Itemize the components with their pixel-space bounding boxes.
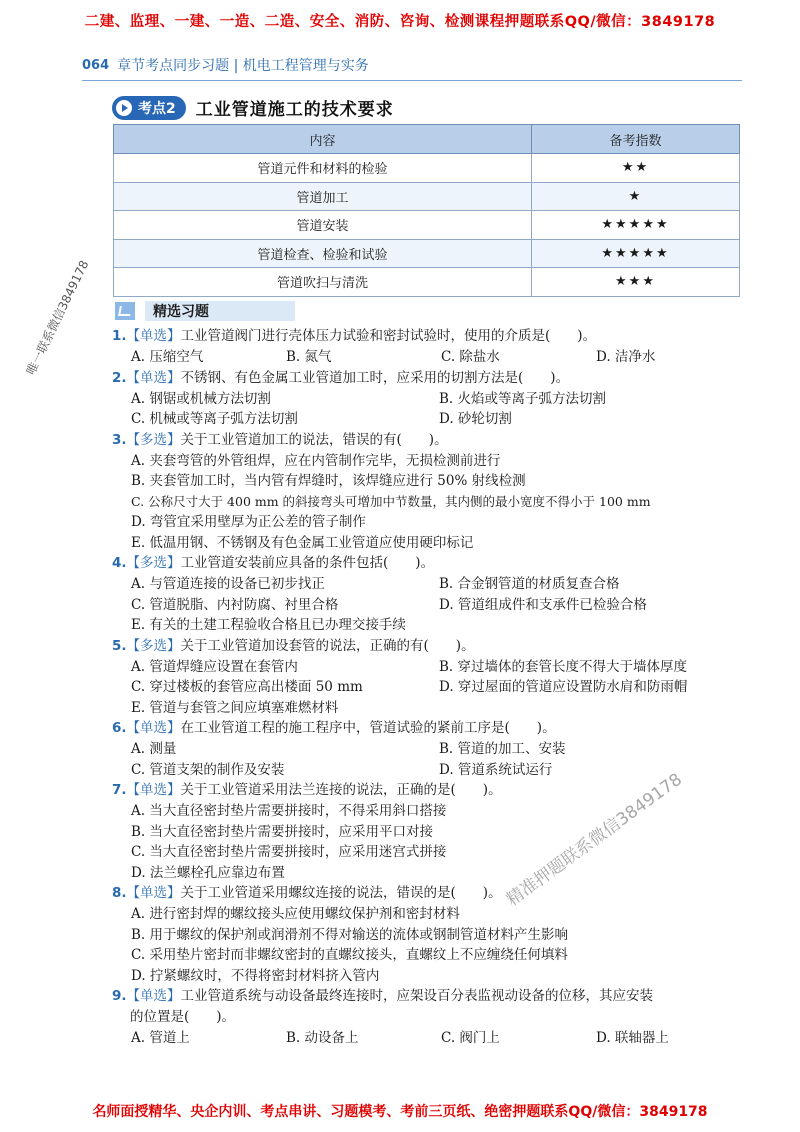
running-title: 章节考点同步习题 | 机电工程管理与实务 — [117, 58, 369, 74]
option: C. 穿过楼板的套管应高出楼面 50 mm — [131, 679, 363, 695]
option: E. 有关的土建工程验收合格且已办理交接手续 — [131, 617, 406, 633]
topic-title: 工业管道施工的技术要求 — [195, 100, 394, 120]
options — [112, 389, 752, 430]
question-9 — [112, 986, 752, 1028]
section-heading — [115, 301, 295, 321]
question-stem: 不锈钢、有色金属工业管道加工时，应采用的切割方法是( )。 — [180, 369, 570, 386]
option: B. 管道的加工、安装 — [439, 741, 566, 757]
row-stars: ★★★★★ — [532, 211, 740, 240]
option: D. 联轴器上 — [596, 1030, 669, 1046]
row-content: 管道加工 — [114, 182, 532, 211]
table-row — [114, 239, 740, 268]
running-head — [82, 55, 369, 75]
question-3 — [112, 430, 752, 451]
option: A. 测量 — [131, 741, 177, 757]
row-stars: ★★★★★ — [532, 239, 740, 268]
option: B. 当大直径密封垫片需要拼接时，应采用平口对接 — [131, 823, 434, 840]
question-number: 2. — [112, 369, 127, 386]
question-type: 【单选】 — [126, 988, 181, 1004]
row-content: 管道吹扫与清洗 — [114, 268, 532, 297]
row-content: 管道检查、检验和试验 — [114, 239, 532, 268]
option: D. 管道系统试运行 — [439, 761, 553, 778]
option: A. 与管道连接的设备已初步找正 — [131, 576, 325, 592]
option: A. 压缩空气 — [131, 349, 204, 365]
options — [112, 347, 752, 368]
options — [112, 574, 752, 636]
option: C. 管道脱脂、内衬防腐、衬里合格 — [131, 596, 339, 613]
row-stars: ★★★ — [532, 268, 740, 297]
question-stem: 关于工业管道加工的说法，错误的有( )。 — [180, 431, 448, 448]
row-stars: ★ — [532, 182, 740, 211]
topic-badge-label: 考点2 — [138, 100, 176, 117]
question-5 — [112, 636, 752, 657]
option: A. 夹套弯管的外管组焊，应在内管制作完毕，无损检测前进行 — [131, 452, 501, 469]
option: A. 管道上 — [131, 1030, 190, 1046]
question-2 — [112, 368, 752, 389]
watermark-right: 精准押题联系微信3849178 — [502, 769, 686, 911]
question-stem: 在工业管道工程的施工程序中，管道试验的紧前工序是( )。 — [180, 720, 556, 736]
option: A. 管道焊缝应设置在套管内 — [131, 658, 298, 675]
table-row — [114, 154, 740, 183]
question-number: 7. — [112, 782, 127, 798]
question-number: 3. — [112, 431, 127, 448]
question-stem: 工业管道阀门进行壳体压力试验和密封试验时，使用的介质是( )。 — [180, 328, 597, 344]
option: B. 动设备上 — [286, 1030, 359, 1046]
option: D. 管道组成件和支承件已检验合格 — [439, 596, 647, 613]
option: D. 拧紧螺纹时，不得将密封材料挤入管内 — [131, 967, 380, 984]
section-title: 精选习题 — [145, 301, 295, 321]
question-list — [112, 326, 752, 1049]
options — [112, 451, 752, 554]
question-stem: 关于工业管道采用法兰连接的说法，正确的是( )。 — [180, 782, 502, 798]
option: D. 洁净水 — [596, 349, 656, 365]
option: B. 夹套管加工时，当内管有焊缝时，该焊缝应进行 50% 射线检测 — [131, 473, 526, 489]
question-number: 5. — [112, 637, 127, 654]
question-6 — [112, 718, 752, 739]
option: D. 砂轮切割 — [439, 411, 512, 427]
options — [112, 801, 752, 883]
exercise-icon — [115, 302, 135, 320]
table-header-content: 内容 — [114, 125, 532, 154]
options — [112, 904, 752, 986]
row-content: 管道元件和材料的检验 — [114, 154, 532, 183]
option: A. 进行密封焊的螺纹接头应使用螺纹保护剂和密封材料 — [131, 906, 460, 922]
option: C. 除盐水 — [441, 349, 500, 365]
option: B. 火焰或等离子弧方法切割 — [439, 390, 607, 407]
question-stem: 关于工业管道采用螺纹连接的说法，错误的是( )。 — [180, 885, 502, 901]
row-content: 管道安装 — [114, 211, 532, 240]
question-4 — [112, 553, 752, 574]
question-stem: 工业管道安装前应具备的条件包括( )。 — [180, 555, 435, 571]
question-stem-continued: 的位置是( )。 — [130, 1009, 236, 1025]
row-stars: ★★ — [532, 154, 740, 183]
table-row — [114, 268, 740, 297]
question-type: 【多选】 — [126, 555, 181, 571]
question-type: 【单选】 — [126, 782, 181, 798]
option: D. 弯管宜采用壁厚为正公差的管子制作 — [131, 514, 366, 530]
question-1 — [112, 326, 752, 347]
question-number: 1. — [112, 328, 127, 344]
option: C. 当大直径密封垫片需要拼接时，应采用迷宫式拼接 — [131, 844, 447, 860]
bottom-banner: 名师面授精华、央企内训、考点串讲、习题模考、考前三页纸、绝密押题联系QQ/微信：3849178 — [92, 1104, 708, 1120]
question-number: 9. — [112, 988, 127, 1004]
topic-heading — [112, 95, 394, 120]
page-number: 064 — [82, 57, 110, 73]
table-row — [114, 211, 740, 240]
question-type: 【单选】 — [126, 369, 181, 386]
question-stem: 工业管道系统与动设备最终连接时，应架设百分表监视动设备的位移，其应安装 — [180, 988, 654, 1004]
option: C. 管道支架的制作及安装 — [131, 761, 285, 778]
option: E. 低温用钢、不锈钢及有色金属工业管道应使用硬印标记 — [131, 534, 474, 551]
option: B. 合金钢管道的材质复查合格 — [439, 576, 620, 592]
option: B. 用于螺纹的保护剂或润滑剂不得对输送的流体或钢制管道材料产生影响 — [131, 926, 569, 943]
header-rule — [82, 80, 742, 81]
option: C. 采用垫片密封而非螺纹密封的直螺纹接头，直螺纹上不应缠绕任何填料 — [131, 947, 568, 963]
option: B. 穿过墙体的套管长度不得大于墙体厚度 — [439, 658, 688, 675]
top-banner: 二建、监理、一建、一造、二造、安全、消防、咨询、检测课程押题联系QQ/微信：3849178 — [84, 14, 716, 30]
option: A. 钢锯或机械方法切割 — [131, 390, 271, 407]
requirement-table — [113, 124, 740, 297]
table-header-stars: 备考指数 — [532, 125, 740, 154]
question-type: 【多选】 — [126, 637, 181, 654]
question-stem: 关于工业管道加设套管的说法，正确的有( )。 — [180, 637, 475, 654]
question-type: 【单选】 — [126, 328, 181, 344]
options — [112, 1028, 752, 1049]
question-number: 8. — [112, 885, 127, 901]
option: E. 管道与套管之间应填塞难燃材料 — [131, 699, 339, 716]
option: C. 阀门上 — [441, 1030, 500, 1046]
option: B. 氮气 — [286, 349, 332, 365]
play-circle-icon — [116, 100, 132, 116]
question-8 — [112, 883, 752, 904]
table-row — [114, 182, 740, 211]
option: C. 机械或等离子弧方法切割 — [131, 411, 298, 427]
question-type: 【单选】 — [126, 720, 181, 736]
option: C. 公称尺寸大于 400 mm 的斜接弯头可增加中节数量，其内侧的最小宽度不得小于 100 mm — [131, 493, 651, 509]
options — [112, 739, 752, 780]
option: D. 法兰螺栓孔应靠边布置 — [131, 864, 285, 881]
question-type: 【多选】 — [126, 431, 181, 448]
options — [112, 657, 752, 719]
topic-badge — [112, 96, 186, 120]
question-type: 【单选】 — [126, 885, 181, 901]
question-number: 6. — [112, 720, 127, 736]
option: D. 穿过屋面的管道应设置防水肩和防雨帽 — [439, 679, 688, 695]
option: A. 当大直径密封垫片需要拼接时，不得采用斜口搭接 — [131, 803, 447, 819]
watermark-left: 唯一联系微信3849178 — [23, 258, 92, 378]
question-number: 4. — [112, 555, 127, 571]
